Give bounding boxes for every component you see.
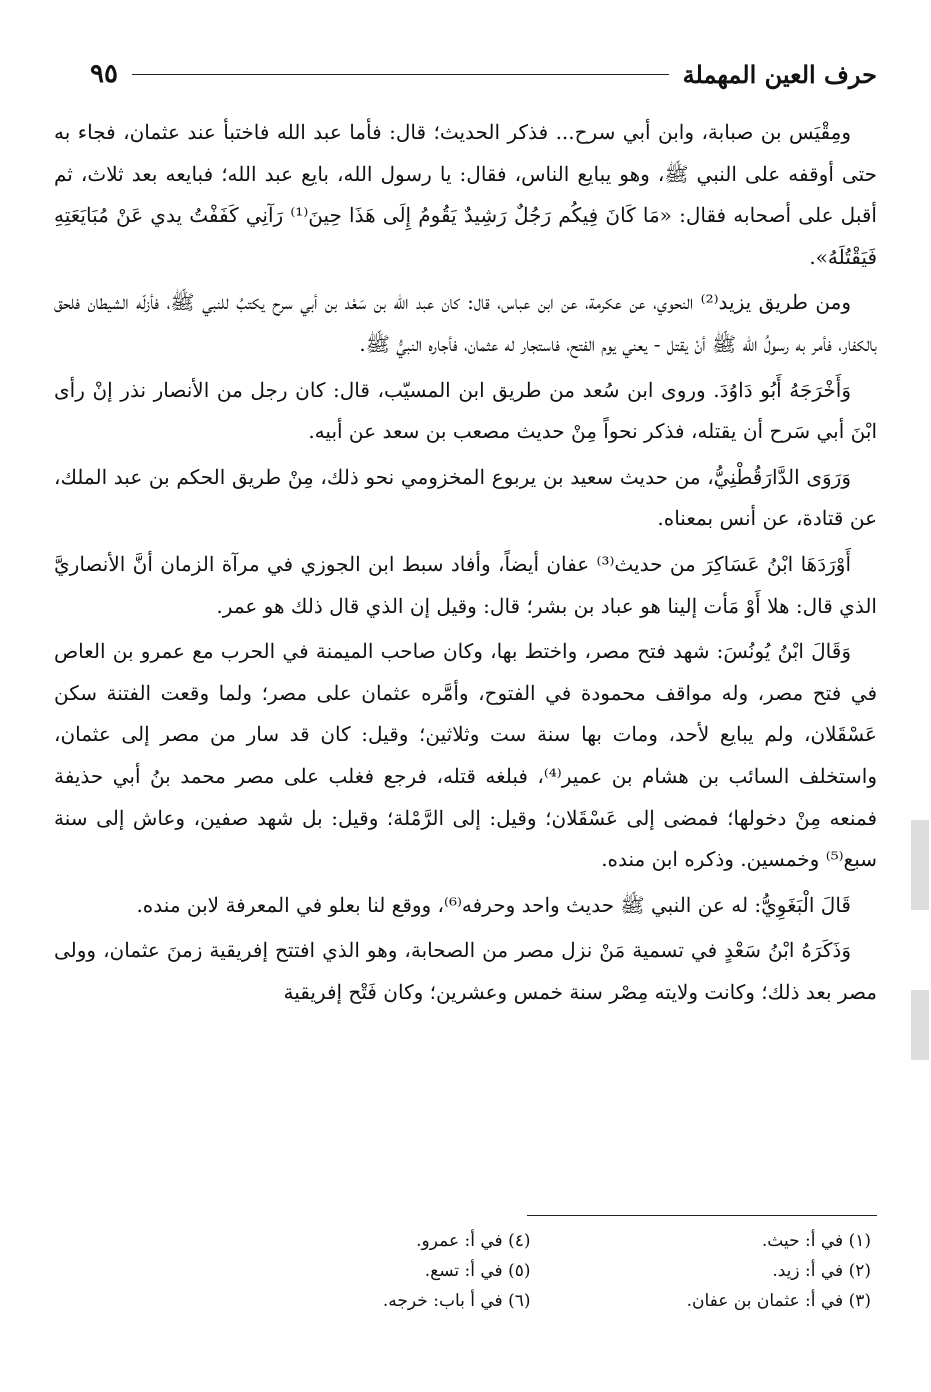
header-rule (132, 74, 669, 75)
paragraph: ومِقْيَس بن صبابة، وابن أبي سرح... فذكر الحديث؛ قال: فأما عبد الله فاختبأ عند عثمان، فجاء به حتى أوقفه على النبي ﷺ، وهو يبايع الناس، فقال: يا رسول الله، بايع عبد الله؛ فبايعه بعد ثلاث، ثم أقبل على أصحابه فقال: «مَا كَانَ فِيكُم رَجُلٌ رَشِيدٌ يَقُومُ إِلَى هَذَا حِينَ⁽¹⁾ رَآنِي كَفَفْتُ يدي عَنْ مُبَايَعَتِهِ فَيَقْتُلَهُ». (54, 120, 877, 269)
page-header (90, 52, 877, 96)
paragraph: قَالَ الْبَغَوِيُّ: له عن النبي ﷺ حديث واحد وحرفه⁽⁶⁾، ووقع لنا بعلو في المعرفة لابن منده. (136, 892, 851, 917)
footnote: (٢) في أ: زيد. (772, 1261, 871, 1281)
page-number: ٩٥ (90, 59, 118, 89)
footnote: (٣) في أ: عثمان بن عفان. (686, 1291, 871, 1311)
body-text (54, 112, 877, 1017)
footnote-separator (527, 1215, 877, 1216)
scan-noise (911, 990, 929, 1060)
footnotes (230, 1228, 871, 1314)
scan-noise (911, 820, 929, 910)
footnote: (٤) في أ: عمرو. (416, 1231, 531, 1251)
paragraph: أَوْرَدَهَا ابْنُ عَسَاكِرَ من حديث⁽³⁾ عفان أيضاً، وأفاد سبط ابن الجوزي في مرآة الزمان أنَّ الأنصاريَّ الذي قال: هلا أَوْ مَأت إلينا هو عباد بن بشر؛ قال: وقيل إن الذي قال ذلك هو عمر. (54, 551, 877, 618)
paragraph: وَرَوَى الدَّارَقُطْنِيُّ، من حديث سعيد بن يربوع المخزومي نحو ذلك، مِنْ طريق الحكم بن عبد الملك، عن قتادة، عن أنس بمعناه. (54, 464, 877, 531)
running-title: حرف العين المهملة (682, 59, 877, 89)
footnote: (١) في أ: حيث. (761, 1231, 871, 1251)
footnote: (٦) في أ باب: خرجه. (382, 1291, 531, 1311)
footnote: (٥) في أ: تسع. (424, 1261, 531, 1281)
paragraph: وَأَخْرَجَهُ أَبُو دَاوُدَ. وروى ابن سُعد من طريق ابن المسيّب، قال: كان رجل من الأنصار نذر إنْ رأى ابْنَ أبي سَرح أن يقتله، فذكر نحواً مِنْ حديث مصعب بن سعد عن أبيه. (54, 377, 877, 444)
paragraph: وَذَكَرَهُ ابْنُ سَعْدٍ في تسمية مَنْ نزل مصر من الصحابة، وهو الذي افتتح إفريقية زمنَ عثمان، وولى مصر بعد ذلك؛ وكانت ولايته مِصْر سنة خمس وعشرين؛ وكان فَتْح إفريقية (54, 938, 877, 1004)
paragraph: ومن طريق يزيد⁽²⁾ النحوي، عن عكرمة، عن ابن عباس، قال: كان عبد الله بن سَعْد بن أبي سرح يكتبُ للنبي ﷺ، فأزلّه الشيطان فلحق بالكفار، فأمر به رسولُ الله ﷺ أنْ يقتل - يعني يوم الفتح، فاستجار له عثمان، فأجاره النبيُّ ﷺ. (54, 290, 877, 356)
paragraph: وَقَالَ ابْنُ يُونُسَ: شهد فتح مصر، واختط بها، وكان صاحب الميمنة في الحرب مع عمرو بن العاص في فتح مصر، وله مواقف محمودة في الفتوح، وأمَّره عثمان على مصر؛ ولما وقعت الفتنة سكن عَسْقَلان، ولم يبايع لأحد، ومات بها سنة ست وثلاثين؛ وقيل: كان قد سار من مصر إلى عثمان، واستخلف السائب بن هشام بن عمير⁽⁴⁾، فبلغه قتله، فرجع فغلب على مصر محمد بنُ أبي حذيفة فمنعه مِنْ دخولها؛ فمضى إلى عَسْقَلان؛ وقيل: إلى الرَّمْلة؛ وقيل: بل شهد صفين، وعاش إلى سنة سبع⁽⁵⁾ وخمسين. وذكره ابن منده. (54, 639, 877, 872)
